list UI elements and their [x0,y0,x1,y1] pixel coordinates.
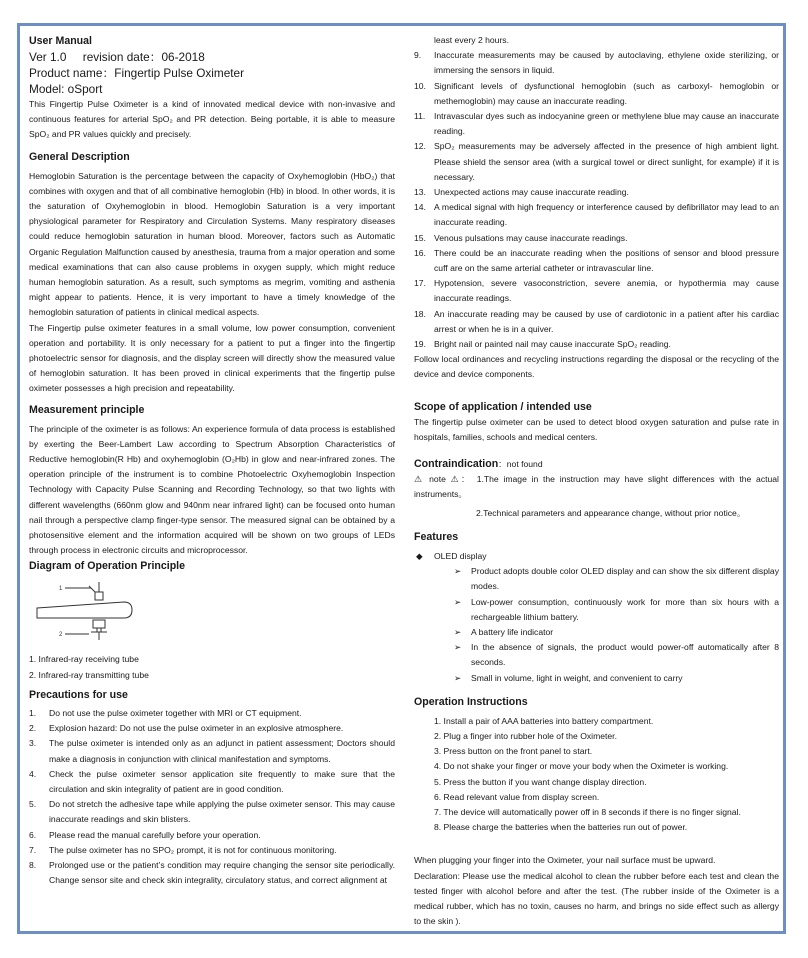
arrow-bullet-icon: ➢ [454,596,462,607]
diamond-bullet-icon: ◆ [416,550,423,561]
arrow-bullet-icon: ➢ [454,672,462,683]
list-item: 3. Press button on the front panel to start. [434,746,593,757]
warning-triangle-icon: ⚠ [414,474,425,485]
list-item: 13. Unexpected actions may cause inaccurate reading. [414,187,629,198]
contraindication-value: ：not found [498,459,543,470]
list-item: 7. The device will automatically power off in 8 seconds if there is no finger signal. [434,806,741,817]
note-2: 2.Technical parameters and appearance change, without prior notice。 [476,507,746,518]
list-item: 19. Bright nail or painted nail may cause inaccurate SpO₂ reading. [414,339,671,350]
doc-title: User Manual [29,35,92,47]
finger-sensor-diagram-icon [29,578,149,650]
list-item: 16. There could be an inaccurate reading when the positions of sensor and blood pressure cuff are on the same arterial catheter or intravascular line. [414,247,779,274]
precautions-heading: Precautions for use [29,688,128,701]
svg-text:1: 1 [59,586,63,593]
precaution-8-continued: least every 2 hours. [434,35,509,45]
list-item: 15. Venous pulsations may cause inaccurate readings. [414,232,628,243]
feature-item: ➢ Low-power consumption, continuously work for more than six hours with a rechargeable lithium battery. [454,596,779,622]
intro-paragraph: This Fingertip Pulse Oximeter is a kind of innovated medical device with non-invasive and continuous features for arterial SpO₂ and PR detection. Being portable, it is able to measure SpO₂ and PR values quickly and precisely. [29,99,395,140]
features-heading: Features [414,530,459,543]
scope-paragraph: The fingertip pulse oximeter can be used to detect blood oxygen saturation and pulse rate in hospitals, families, schools and medical centers. [414,416,779,442]
feature-item: ➢ A battery life indicator [414,625,779,640]
precautions-list-continued [414,48,779,352]
diagram-legend-2: 2. Infrared-ray transmitting tube [29,669,149,680]
list-item: 9. Inaccurate measurements may be caused by autoclaving, ethylene oxide sterilizing, or immersing the sensors in liquid. [414,50,779,76]
list-item: 17. Hypotension, severe vasoconstriction, severe anemia, or hypothermia may cause inaccurate readings. [414,278,779,304]
list-item: 12. SpO₂ measurements may be adversely affected in the presence of high ambient light. Please shield the sensor area (with a surgical towel or direct sunlight, for example) if it is necessary. [414,141,779,182]
scope-heading: Scope of application / intended use [414,400,592,413]
feature-item: ➢ Product adopts double color OLED display and can show the six different display modes. [454,566,779,592]
list-item: 18. An inaccurate reading may be caused by use of cardiotonic in a patient after his cardiac arrest or when he is in a quiver. [414,308,779,334]
note-1-text: 1.The image in the instruction may have slight differences with the actual instruments。 [414,474,779,500]
nail-note: When plugging your finger into the Oximeter, your nail surface must be upward. [414,855,716,866]
list-item: 8. Prolonged use or the patient’s condition may require changing the sensor site periodically. Change sensor site and check skin integrality, circulatory status, and correct alignment at [29,859,395,886]
operation-principle-diagram [29,578,395,650]
arrow-bullet-icon: ➢ [454,626,462,637]
note-1 [414,472,779,502]
model-name: Model: oSport [29,82,103,96]
arrow-bullet-icon: ➢ [454,642,462,653]
list-item: 7. The pulse oximeter has no SPO₂ prompt, it is not for continuous monitoring. [29,844,337,855]
feature-bullet: ◆ OLED display [414,549,779,564]
diagram-legend-1: 1. Infrared-ray receiving tube [29,654,139,665]
version: Ver 1.0 [29,50,67,64]
feature-item: ➢ Small in volume, light in weight, and convenient to carry [414,671,779,686]
list-item: 6. Please read the manual carefully before your operation. [29,829,261,840]
list-item: 10. Significant levels of dysfunctional hemoglobin (such as carboxyl- hemoglobin or methemoglobin) may cause an inaccurate reading. [414,80,779,106]
note-label: note [429,474,446,485]
list-item: 2. Explosion hazard: Do not use the pulse oximeter in an explosive atmosphere. [29,723,344,734]
contraindication-line [414,457,779,472]
operation-heading: Operation Instructions [414,695,528,708]
warning-triangle-icon: ⚠ [450,474,462,485]
revision-date: revision date：06-2018 [82,50,205,64]
list-item: 14. A medical signal with high frequency or interference caused by defibrillator may lead to an inaccurate reading. [414,202,779,228]
list-item: 5. Press the button if you want change display direction. [434,776,647,787]
svg-text:2: 2 [59,632,63,639]
list-item: 5. Do not stretch the adhesive tape while applying the pulse oximeter sensor. This may cause inaccurate readings and skin blisters. [29,799,395,825]
precautions-list [29,706,395,888]
note-separator: ： [461,474,472,485]
list-item: 11. Intravascular dyes such as indocyanine green or methylene blue may cause an inaccurate reading. [414,111,779,137]
list-item: 4. Do not shake your finger or move your body when the Oximeter is working. [434,761,729,772]
contraindication-heading: Contraindication [414,458,499,471]
measurement-paragraph: The principle of the oximeter is as follows: An experience formula of data process is established by exerting the Beer-Lambert Law according to Spectrum Absorption Characteristics of Reductive hemoglobin(R Hb) and oxyhemoglobin (O₂Hb) in glow and near-infrared zones. The operation principle of the instrument is to combine Photoelectric Oxyhemoglobin Inspection Technology with Capacity Pulse Scanning and Recording Technology, so that two lights with different wavelengths (660nm glow and 940nm near infrared light) can be focused onto human nail through a perspective clamp finger-type sensor. The measured signal can be obtained by a photosensitive element and the information acquired will be shown on two groups of LEDs through process in electronic circuits and microprocessor. [29,423,395,556]
list-item: 4. Check the pulse oximeter sensor application site frequently to make sure that the circulation and skin integrality of patient are in good condition. [29,768,395,794]
list-item: 1. Install a pair of AAA batteries into battery compartment. [434,715,654,726]
feature-item: ➢ In the absence of signals, the product would power-off automatically after 8 seconds. [454,642,779,668]
list-item: 1. Do not use the pulse oximeter together with MRI or CT equipment. [29,707,302,718]
general-paragraph-2: The Fingertip pulse oximeter features in a small volume, low power consumption, convenient operation and portability. It is only necessary for a patient to put a finger into the fingertip photoelectric sensor for diagnosis, and the display screen will directly show the measured value of hemoglobin saturation. It has been proved in clinical experiments that the fingertip pulse oximeter possesses a high precision and repeatability. [29,322,395,394]
list-item: 2. Plug a finger into rubber hole of the Oximeter. [434,730,617,741]
general-paragraph-1: Hemoglobin Saturation is the percentage between the capacity of Oxyhemoglobin (HbO₂) that combines with oxygen and that of all combinative hemoglobin (Hb) in blood. In other words, it is the saturation of Oxyhemoglobin in blood. Hemoglobin Saturation is a very important physiological parameter for Respiratory and Circulation Systems. Many respiratory diseases could reduce hemoglobin saturation in human blood. Moreover, factors such as Automatic Organic Regulation Malfunction caused by anesthesia, trauma from a major operation and some medical examinations that can also cause problems in oxygen supply, which might reduce human hemoglobin saturation. As a result, such symptoms as megrim, vomiting and asthenia might appear to patients. Hence, it is very important to have a timely knowledge of the hemoglobin saturation of patients in clinical medical aspects. [29,170,395,318]
disposal-paragraph: Follow local ordinances and recycling instructions regarding the disposal or the recycling of the device and device components. [414,354,779,380]
right-column [414,33,779,929]
arrow-bullet-icon: ➢ [454,566,462,577]
list-item: 8. Please charge the batteries when the batteries run out of power. [434,822,688,833]
product-name: Product name：Fingertip Pulse Oximeter [29,66,245,80]
declaration-paragraph: Declaration: Please use the medical alcohol to clean the rubber before each test and clean the tested finger with alcohol before and after the test. (The rubber inside of the Oximeter is a medical rubber, which has no toxin, causes no harm, and brings no side effect such as allergy to the skin ). [414,870,779,927]
operation-steps [414,714,779,836]
measurement-principle-heading: Measurement principle [29,403,145,416]
list-item: 3. The pulse oximeter is intended only as an adjunct in patient assessment; Doctors should make a diagnosis in conjunction with clinical manifestation and symptoms. [29,738,395,764]
list-item: 6. Read relevant value from display screen. [434,791,600,802]
diagram-heading: Diagram of Operation Principle [29,560,185,573]
general-description-heading: General Description [29,150,130,163]
left-column [29,33,395,888]
